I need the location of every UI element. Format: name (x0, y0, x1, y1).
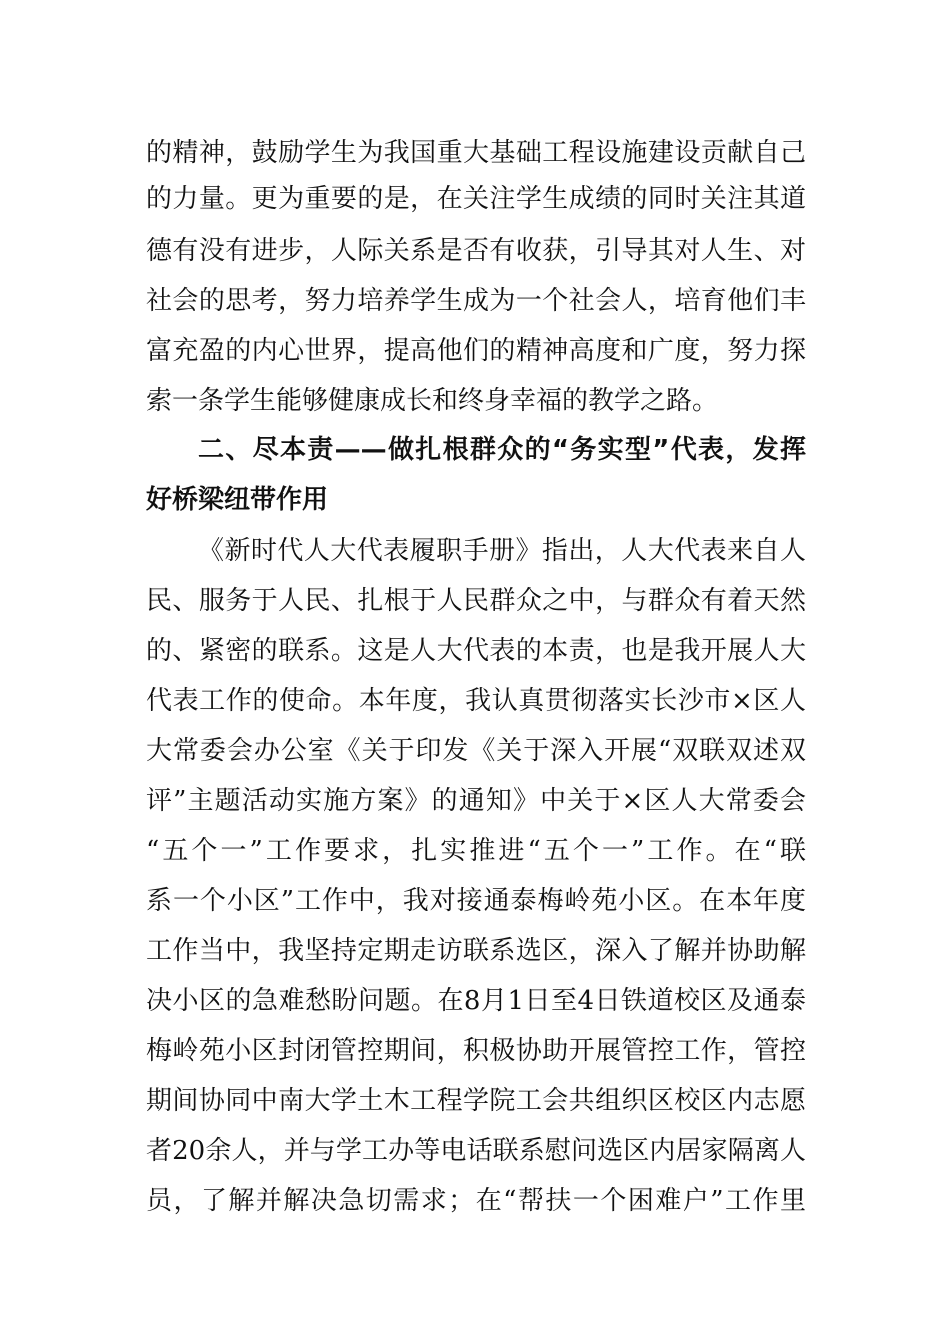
paragraph-line: 员，了解并解决急切需求；在“帮扶一个困难户”工作里 (146, 1186, 806, 1216)
paragraph-line: 富充盈的内心世界，提高他们的精神高度和广度，努力探 (146, 336, 806, 366)
paragraph-line: 工作当中，我坚持定期走访联系选区，深入了解并协助解 (146, 936, 806, 966)
paragraph-line: 决小区的急难愁盼问题。在8月1日至4日铁道校区及通泰 (146, 986, 806, 1016)
paragraph-line: 的力量。更为重要的是，在关注学生成绩的同时关注其道 (146, 184, 806, 214)
paragraph-line: 期间协同中南大学土木工程学院工会共组织区校区内志愿 (146, 1086, 806, 1116)
paragraph-line: 代表工作的使命。本年度，我认真贯彻落实长沙市×区人 (146, 686, 806, 716)
paragraph-line: 评”主题活动实施方案》的通知》中关于×区人大常委会 (146, 786, 806, 816)
paragraph-line: 德有没有进步，人际关系是否有收获，引导其对人生、对 (146, 236, 806, 266)
paragraph-line: 大常委会办公室《关于印发《关于深入开展“双联双述双 (146, 736, 806, 766)
paragraph-line: 民、服务于人民、扎根于人民群众之中，与群众有着天然 (146, 586, 806, 616)
paragraph-line: 的精神，鼓励学生为我国重大基础工程设施建设贡献自己 (146, 138, 806, 168)
paragraph-line: 的、紧密的联系。这是人大代表的本责，也是我开展人大 (146, 636, 806, 666)
paragraph-line: “五个一”工作要求，扎实推进“五个一”工作。在“联 (146, 836, 806, 866)
section-heading-line: 好桥梁纽带作用 (146, 485, 329, 515)
paragraph-line: 社会的思考，努力培养学生成为一个社会人，培育他们丰 (146, 286, 806, 316)
paragraph-line: 系一个小区”工作中，我对接通泰梅岭苑小区。在本年度 (146, 886, 806, 916)
section-heading-line: 二、尽本责——做扎根群众的“务实型”代表，发挥 (198, 435, 806, 465)
paragraph-line: 索一条学生能够健康成长和终身幸福的教学之路。 (146, 386, 719, 416)
paragraph-line: 《新时代人大代表履职手册》指出，人大代表来自人 (198, 536, 806, 566)
paragraph-line: 者20余人，并与学工办等电话联系慰问选区内居家隔离人 (146, 1136, 806, 1166)
paragraph-line: 梅岭苑小区封闭管控期间，积极协助开展管控工作，管控 (146, 1036, 806, 1066)
